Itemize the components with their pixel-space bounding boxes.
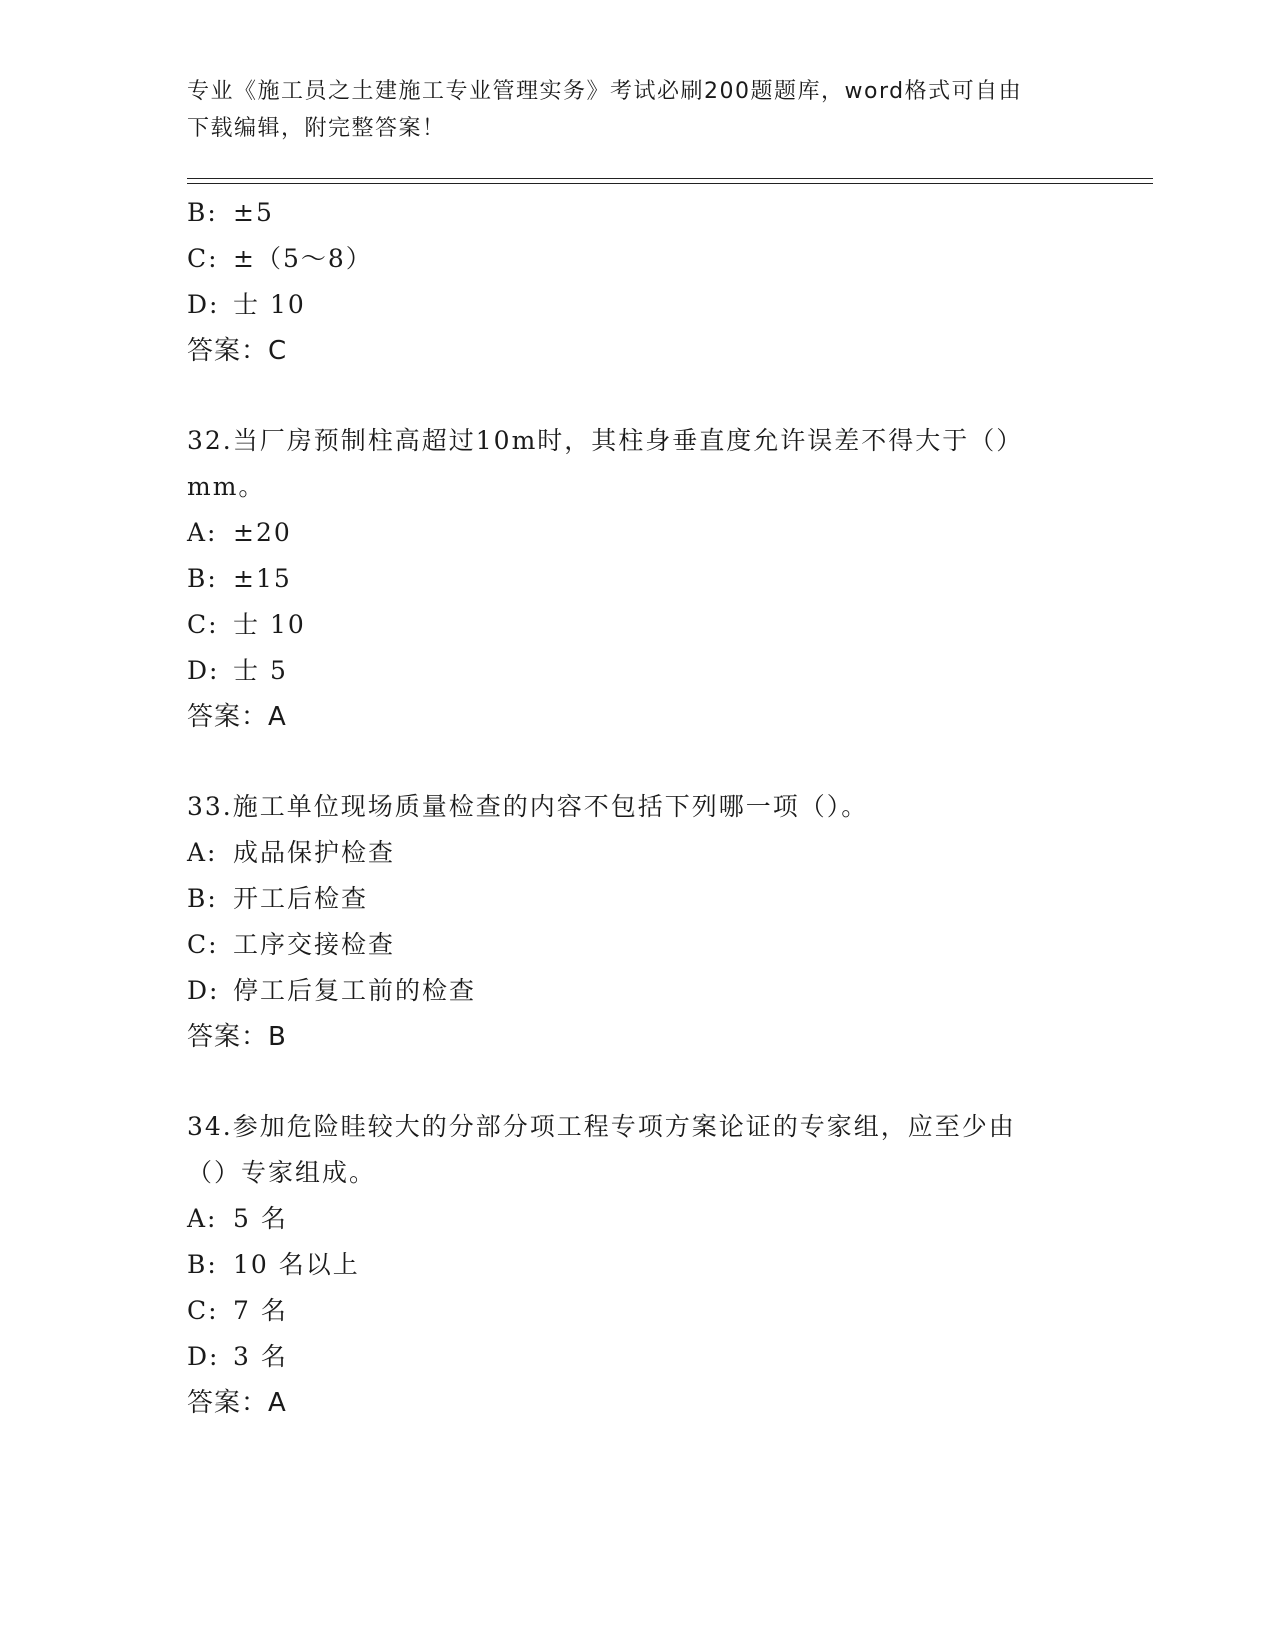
option-row	[187, 602, 1087, 648]
option-row	[187, 1288, 1087, 1334]
option-label: A:	[187, 518, 218, 547]
spacer	[187, 740, 1087, 784]
option-row	[187, 830, 1087, 876]
question-34	[187, 1104, 1087, 1426]
question-stem-line: （）专家组成。	[187, 1158, 377, 1187]
header-divider-bottom	[187, 183, 1153, 184]
answer-line: 答案：B	[187, 1022, 287, 1052]
question-stem-line: mm。	[187, 472, 266, 501]
option-row	[187, 1242, 1087, 1288]
header-title-line-1: 专业《施工员之土建施工专业管理实务》考试必刷200题题库，word格式可自由	[187, 79, 1023, 104]
option-row	[187, 876, 1087, 922]
option-text: 停工后复工前的检查	[233, 976, 477, 1005]
option-label: D:	[187, 976, 220, 1005]
header-divider-top	[187, 178, 1153, 179]
option-label: B:	[187, 1250, 218, 1279]
option-label: D:	[187, 290, 220, 319]
option-row	[187, 236, 1087, 282]
question-stem-line: 34.参加危险眭较大的分部分项工程专项方案论证的专家组，应至少由	[187, 1112, 1016, 1141]
option-label: C:	[187, 930, 219, 959]
option-text: 士 10	[233, 610, 306, 639]
option-text: ±（5～8）	[233, 244, 373, 273]
question-31-continuation	[187, 190, 1087, 374]
question-stem-line: 32.当厂房预制柱高超过10m时，其柱身垂直度允许误差不得大于（）	[187, 426, 1024, 455]
option-label: C:	[187, 610, 219, 639]
option-row	[187, 648, 1087, 694]
option-label: B:	[187, 884, 218, 913]
option-row	[187, 922, 1087, 968]
option-row	[187, 968, 1087, 1014]
option-text: 5 名	[233, 1204, 288, 1233]
option-label: D:	[187, 656, 220, 685]
option-label: B:	[187, 198, 218, 227]
option-row	[187, 1334, 1087, 1380]
spacer	[187, 1060, 1087, 1104]
question-list	[187, 190, 1087, 1426]
option-text: 工序交接检查	[233, 930, 396, 959]
question-32	[187, 418, 1087, 740]
question-33	[187, 784, 1087, 1060]
option-text: 10 名以上	[233, 1250, 360, 1279]
answer-line: 答案：A	[187, 702, 287, 732]
option-label: A:	[187, 838, 218, 867]
option-label: C:	[187, 1296, 219, 1325]
option-text: 3 名	[233, 1342, 288, 1371]
option-text: 7 名	[233, 1296, 288, 1325]
option-label: A:	[187, 1204, 218, 1233]
option-row	[187, 556, 1087, 602]
option-row	[187, 282, 1087, 328]
question-stem-line: 33.施工单位现场质量检查的内容不包括下列哪一项（）。	[187, 792, 869, 821]
header-title-line-2: 下载编辑，附完整答案！	[187, 116, 446, 141]
answer-line: 答案：C	[187, 336, 288, 366]
option-text: 士 10	[233, 290, 306, 319]
option-label: C:	[187, 244, 219, 273]
option-text: 开工后检查	[233, 884, 369, 913]
option-label: D:	[187, 1342, 220, 1371]
option-text: 成品保护检查	[233, 838, 396, 867]
option-row	[187, 510, 1087, 556]
option-text: 士 5	[233, 656, 288, 685]
option-row	[187, 190, 1087, 236]
option-label: B:	[187, 564, 218, 593]
option-text: ±5	[233, 198, 274, 227]
spacer	[187, 374, 1087, 418]
answer-line: 答案：A	[187, 1388, 287, 1418]
document-header	[187, 73, 1067, 147]
option-text: ±20	[233, 518, 292, 547]
option-text: ±15	[233, 564, 292, 593]
option-row	[187, 1196, 1087, 1242]
